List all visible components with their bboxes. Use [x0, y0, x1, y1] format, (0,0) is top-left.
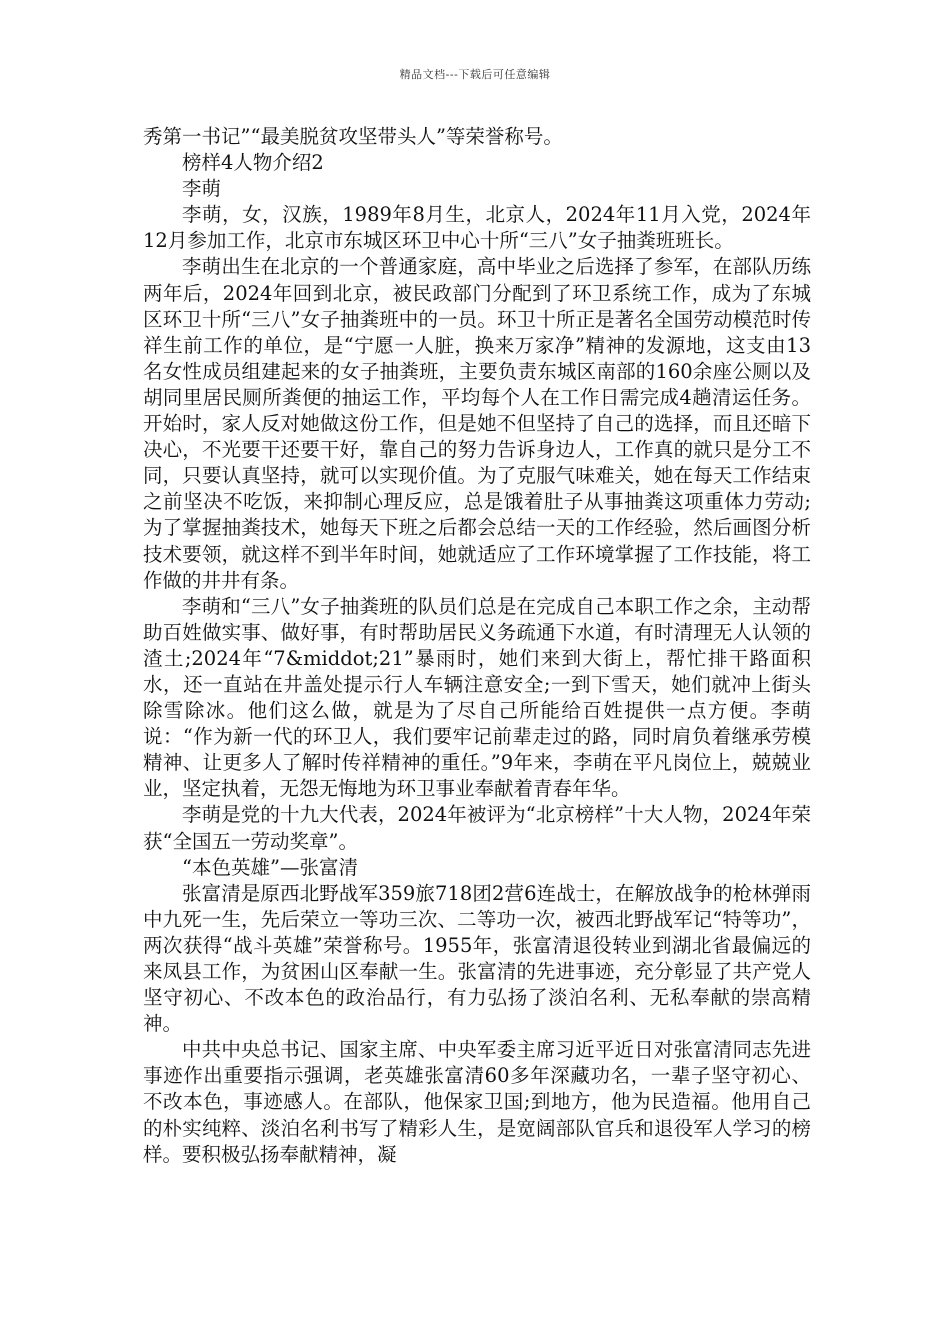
section-heading: “本色英雄”—张富清 — [182, 855, 358, 879]
document-body — [143, 124, 811, 1168]
paragraph: 李萌是党的十九大代表，2024年被评为“北京榜样”十大人物，2024年荣获“全国五一劳动奖章”。 — [143, 803, 811, 853]
paragraph: 秀第一书记”“最美脱贫攻坚带头人”等荣誉称号。 — [143, 125, 563, 148]
person-name-heading: 李萌 — [182, 177, 222, 201]
paragraph: 李萌和“三八”女子抽粪班的队员们总是在完成自己本职工作之余，主动帮助百姓做实事、做好事，有时帮助居民义务疏通下水道，有时清理无人认领的渣土;2024年“7&middot;21”暴雨时，她们来到大街上，帮忙排干路面积水，还一直站在井盖处提示行人车辆注意安全;一到下雪天，她们就冲上街头除雪除冰。他们这么做，就是为了尽自己所能给百姓提供一点方便。李萌说：“作为新一代的环卫人，我们要牢记前辈走过的路，同时肩负着继承劳模精神、让更多人了解时传祥精神的重任。”9年来，李萌在平凡岗位上，兢兢业业，坚定执着，无怨无悔地为环卫事业奉献着青春年华。 — [143, 594, 811, 801]
paragraph: 张富清是原西北野战军359旅718团2营6连战士，在解放战争的枪林弹雨中九死一生，先后荣立一等功三次、二等功一次，被西北野战军记“特等功”，两次获得“战斗英雄”荣誉称号。1955年，张富清退役转业到湖北省最偏远的来凤县工作，为贫困山区奉献一生。张富清的先进事迹，充分彰显了共产党人坚守初心、不改本色的政治品行，有力弘扬了淡泊名利、无私奉献的崇高精神。 — [143, 881, 811, 1036]
header-note: 精品文档---下载后可任意编辑 — [399, 68, 551, 81]
paragraph: 李萌出生在北京的一个普通家庭，高中毕业之后选择了参军，在部队历练两年后，2024年回到北京，被民政部门分配到了环卫系统工作，成为了东城区环卫十所“三八”女子抽粪班中的一员。环卫十所正是著名全国劳动模范时传祥生前工作的单位，是“宁愿一人脏，换来万家净”精神的发源地，这支由13名女性成员组建起来的女子抽粪班，主要负责东城区南部的160余座公厕以及胡同里居民厕所粪便的抽运工作，平均每个人在工作日需完成4趟清运任务。开始时，家人反对她做这份工作，但是她不但坚持了自己的选择，而且还暗下决心，不光要干还要干好，靠自己的努力告诉身边人，工作真的就只是分工不同，只要认真坚持，就可以实现价值。为了克服气味难关，她在每天工作结束之前坚决不吃饭，来抑制心理反应，总是饿着肚子从事抽粪这项重体力劳动;为了掌握抽粪技术，她每天下班之后都会总结一天的工作经验，然后画图分析技术要领，就这样不到半年时间，她就适应了工作环境掌握了工作技能，将工作做的井井有条。 — [143, 255, 811, 592]
paragraph: 中共中央总书记、国家主席、中央军委主席习近平近日对张富清同志先进事迹作出重要指示强调，老英雄张富清60多年深藏功名，一辈子坚守初心、不改本色，事迹感人。在部队，他保家卫国;到地方，他为民造福。他用自己的朴实纯粹、淡泊名利书写了精彩人生，是宽阔部队官兵和退役军人学习的榜样。要积极弘扬奉献精神，凝 — [143, 1038, 811, 1166]
section-heading: 榜样4人物介绍2 — [182, 151, 324, 175]
paragraph: 李萌，女，汉族，1989年8月生，北京人，2024年11月入党，2024年12月参加工作，北京市东城区环卫中心十所“三八”女子抽粪班班长。 — [143, 203, 811, 253]
